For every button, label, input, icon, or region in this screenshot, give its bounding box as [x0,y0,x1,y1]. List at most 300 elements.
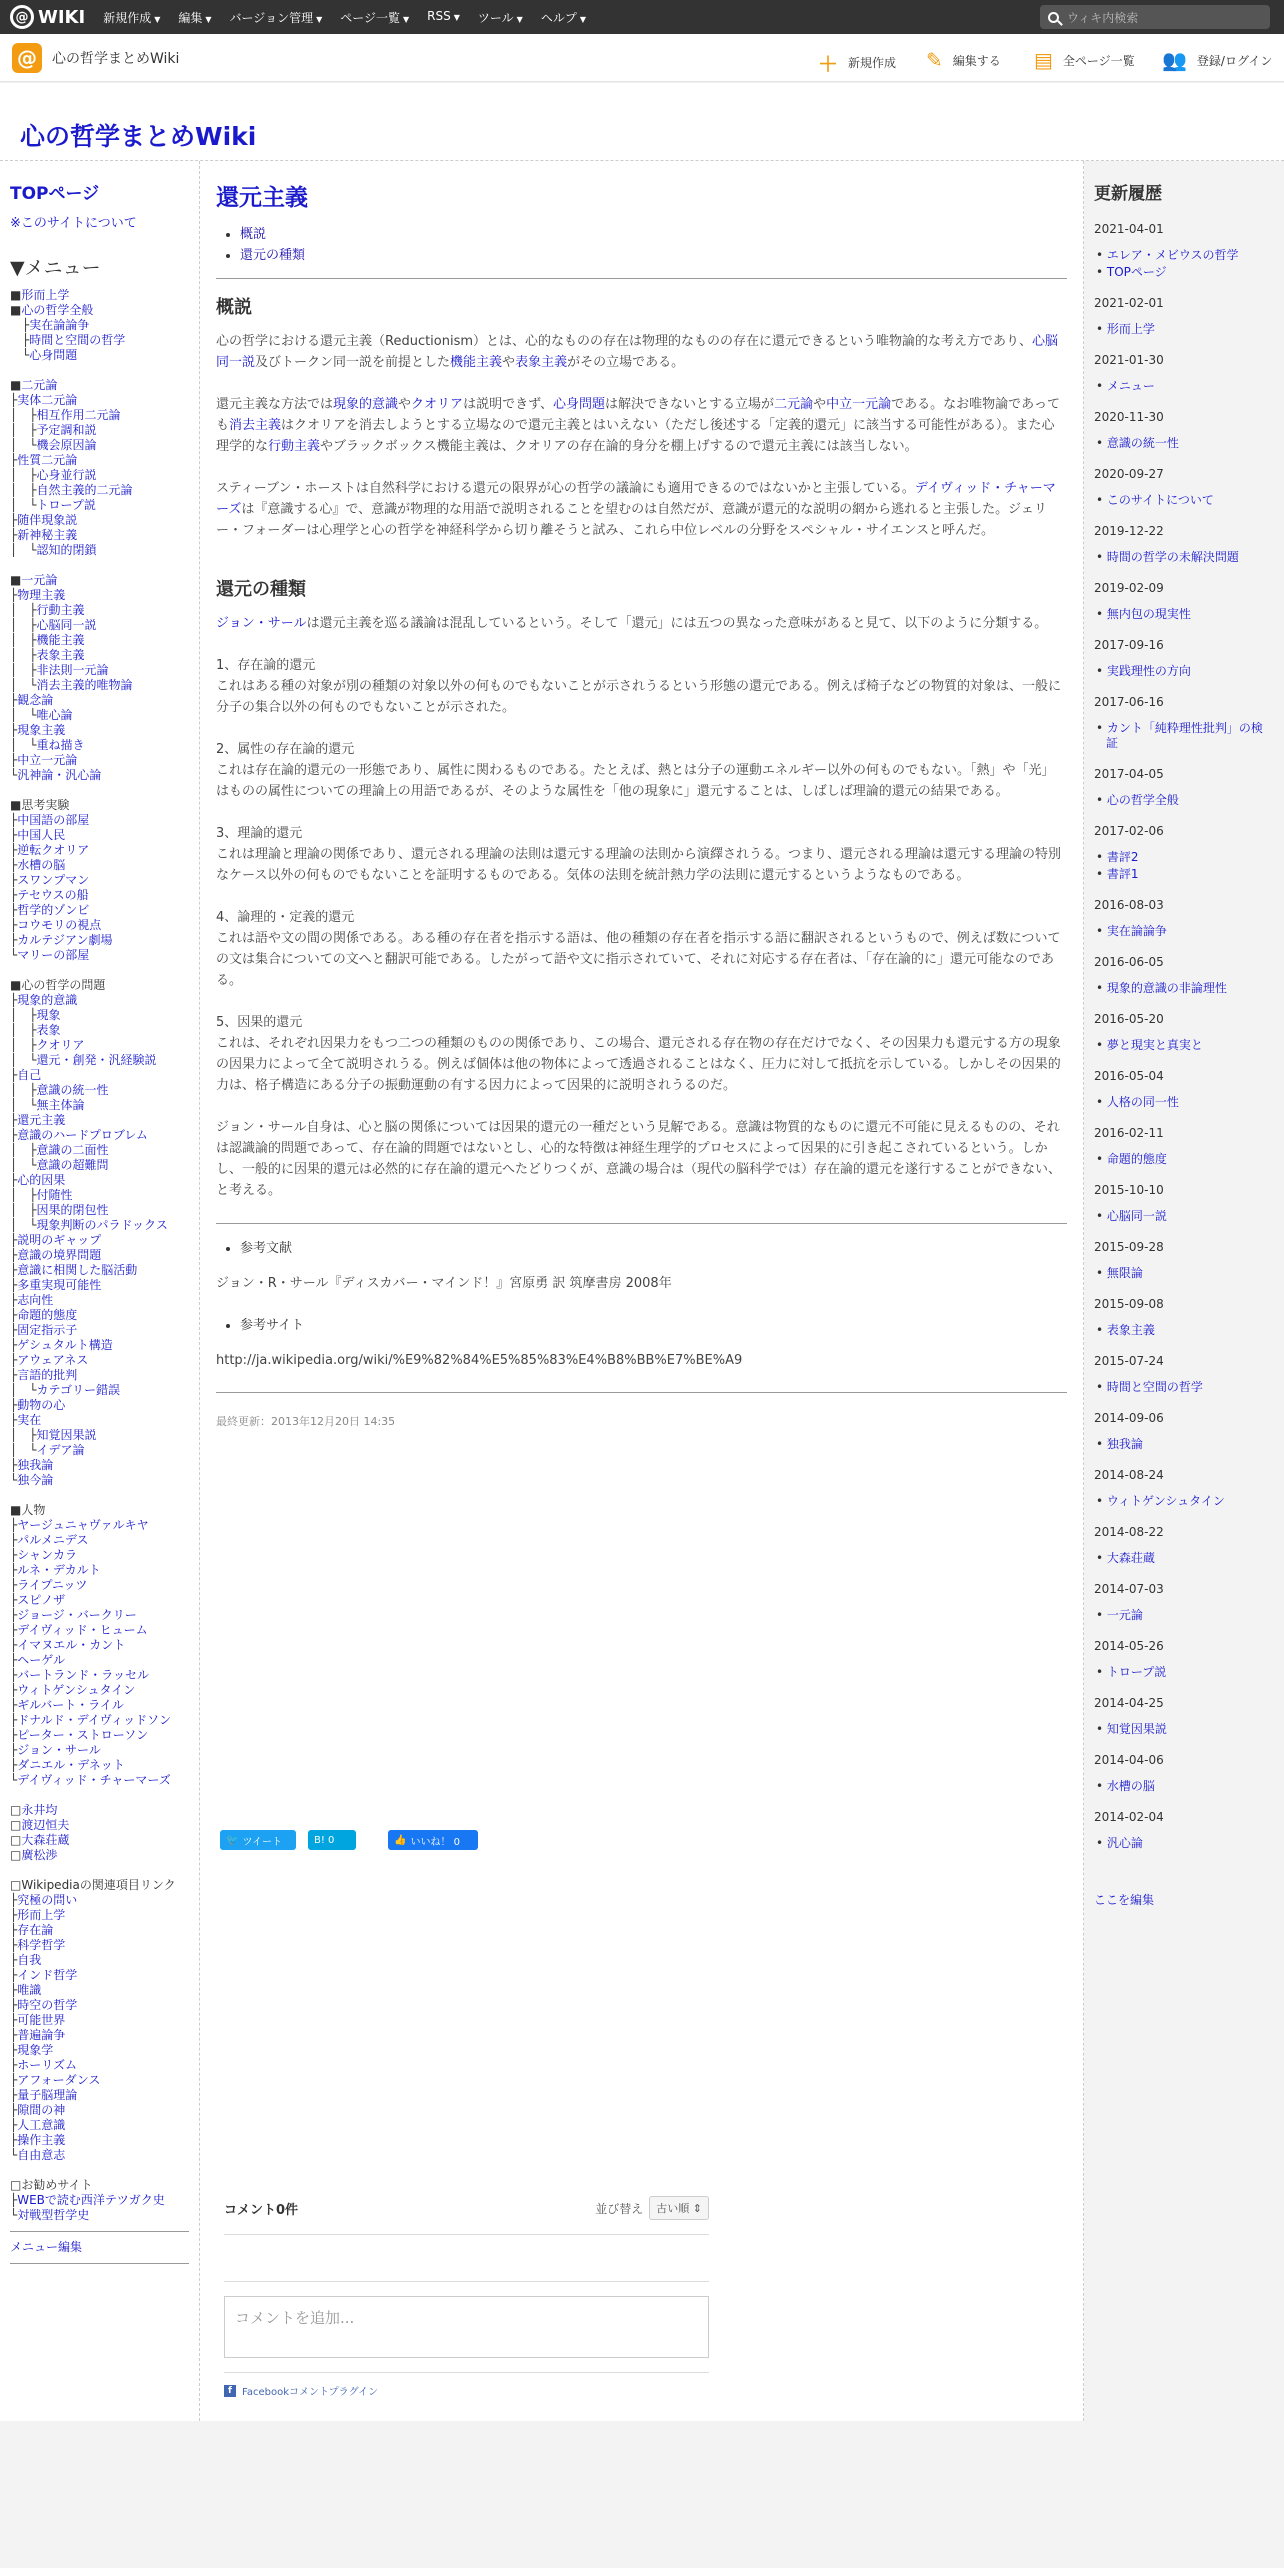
menu-item: ├存在論 [10,1923,54,1937]
pencil-icon: ✎ [926,48,943,72]
document-icon: ▤ [1034,48,1053,72]
references-heading: • 参考文献 [240,1238,1067,1259]
update-group [1094,467,1274,508]
menu-item: □廣松渉 [10,1848,58,1862]
link-neutral-monism[interactable]: 中立一元論 [826,397,892,412]
menu-item: └対戦型哲学史 [10,2208,90,2222]
update-link[interactable]: • 時間の哲学の未解決問題 [1106,550,1274,565]
update-link[interactable]: • 大森荘蔵 [1106,1551,1274,1566]
menu-item: ├ジョン・サール [10,1743,101,1757]
menu-item: │ ├行動主義 [10,603,85,617]
menu-item: ├自己 [10,1068,42,1082]
main-content [200,161,1084,2421]
menu-item: ├バートランド・ラッセル [10,1668,149,1682]
menu-item: ├インド哲学 [10,1968,78,1982]
update-link[interactable]: • カント「純粋理性批判」の検証 [1106,721,1274,751]
searle-paragraph: ジョン・サール自身は、心と脳の関係については因果的還元の一種だという見解である。意識は物質的なものに還元不可能に見えるものの、それは認識論的問題であって、存在論的問題ではないとし、心的な特徴は神経生理学的プロセスによって因果的に引き起こされているという。しかし、一般的に因果的還元は必然的に存在論的還元へたどりつくが、意識の場合は（現代の脳科学では）存在論的還元を遂行することができない、と考える。 [216,1120,1062,1198]
update-group [1094,1354,1274,1395]
menu-item: │ ├意識の二面性 [10,1143,109,1157]
update-group [1094,353,1274,394]
update-date: 2017-06-16 [1094,695,1164,709]
menu-item: □大森荘蔵 [10,1833,70,1847]
toc-link-overview[interactable]: 概説 [240,227,267,242]
divider [10,2263,189,2264]
title-band [0,83,1284,161]
menu-item: ├コウモリの視点 [10,918,102,932]
top-page-link[interactable]: TOPページ [10,184,100,204]
twitter-icon: 🐦 [226,1834,239,1846]
update-date: 2017-09-16 [1094,638,1164,652]
overview-paragraph-2: 還元主義な方法では現象的意識やクオリアは説明できず、心身問題は解決できないとする立場が二元論や中立一元論である。なお唯物論であっても消去主義はクオリアを消去しようとする立場なので還元主義とはいえない（ただし後述する「定義的還元」に該当する可能性がある）。また心理学的な行動主義やブラックボックス機能主義は、クオリアの存在論的身分を棚上げするので還元主義には該当しない。 [216,397,1060,454]
top-menu-item[interactable]: バージョン管理 ▼ [229,10,323,25]
menu-section-heading: ■心の哲学の問題 [10,978,106,992]
facebook-plugin-link[interactable]: Facebookコメントプラグイン [242,2387,379,2398]
reduction-type-3: 3、理論的還元 これは理論と理論の関係であり、還元される理論の法則は還元する理論の法則から演繹されうる。つまり、還元される理論は還元する理論の特別なケース以外の何ものでもないことを証明するものである。気体の法則を統計熱力学の法則に還元するというようなものである。 [216,826,1062,883]
update-link[interactable]: • 心の哲学全般 [1106,793,1274,808]
toc-link-types[interactable]: 還元の種類 [240,248,306,263]
update-group [1094,1411,1274,1452]
menu-item: ├実在 [10,1413,42,1427]
section-heading-overview: 概説 [216,297,252,318]
sort-select[interactable]: 古い順 ⇕ [649,2196,709,2220]
update-link[interactable]: • このサイトについて [1106,493,1274,508]
menu-item: ├逆転クオリア [10,843,90,857]
menu-item: ├科学哲学 [10,1938,66,1952]
menu-item: │ └意識の超難問 [10,1158,109,1172]
edit-button[interactable]: ✎ 編集する [926,48,1001,72]
menu-item: └独今論 [10,1473,54,1487]
menu-item: ├ピーター・ストローソン [10,1728,149,1742]
link-mind-body-problem[interactable]: 心身問題 [553,397,606,412]
update-group [1094,824,1274,882]
sort-label: 並び替え [595,2201,644,2216]
menu-item: │ └機会原因論 [10,438,97,452]
new-page-button[interactable]: ＋ 新規作成 [818,48,896,77]
menu-item: □永井均 [10,1803,58,1817]
menu-item: │ ├心脳同一説 [10,618,97,632]
update-group [1094,1810,1274,1851]
update-group [1094,524,1274,565]
menu-item: ├究極の問い [10,1893,78,1907]
users-icon: 👥 [1162,48,1187,72]
wiki-logo[interactable]: @ WIKI [10,5,85,29]
update-date: 2020-09-27 [1094,467,1164,481]
menu-item: ├形而上学 [10,1908,66,1922]
menu-item: ├ジョージ・バークリー [10,1608,137,1622]
menu-item: ├ギルバート・ライル [10,1698,124,1712]
update-link[interactable]: • 実践理性の方向 [1106,664,1274,679]
update-date: 2019-02-09 [1094,581,1164,595]
update-link[interactable]: • 実在論論争 [1106,924,1274,939]
menu-item: │ ├心身並行説 [10,468,97,482]
update-link[interactable]: • 汎心論 [1106,1836,1274,1851]
menu-item: ├時空の哲学 [10,1998,78,2012]
menu-item: ├普遍論争 [10,2028,66,2042]
menu-item: ├中立一元論 [10,753,78,767]
update-link[interactable]: • 表象主義 [1106,1323,1274,1338]
menu-item: ■二元論 [10,378,58,392]
menu-item: ├実体二元論 [10,393,78,407]
menu-item: ■形而上学 [10,288,70,302]
thumbs-up-icon: 👍 [394,1834,407,1846]
update-group [1094,296,1274,337]
menu-item: ├WEBで読む西洋テツガク史 [10,2193,165,2207]
update-link[interactable]: • 心脳同一説 [1106,1209,1274,1224]
menu-item: │ └重ね描き [10,738,85,752]
update-link[interactable]: • 夢と現実と真実と [1106,1038,1274,1053]
menu-item: │ ├表象主義 [10,648,85,662]
menu-item: ├命題的態度 [10,1308,78,1322]
menu-item: ├固定指示子 [10,1323,78,1337]
update-group [1094,638,1274,679]
menu-item: │ └現象判断のパラドックス [10,1218,168,1232]
menu-item: ├自我 [10,1953,42,1967]
divider [216,278,1067,279]
facebook-icon: f [224,2385,236,2397]
menu-heading: ▼メニュー [10,257,101,279]
login-button[interactable]: 👥 登録/ログイン [1162,48,1273,72]
last-updated: 最終更新：2013年12月20日 14:35 [216,1415,396,1428]
menu-item: ├多重実現可能性 [10,1278,102,1292]
update-date: 2019-12-22 [1094,524,1164,538]
update-group [1094,1582,1274,1623]
menu-item: │ ├知覚因果説 [10,1428,97,1442]
menu-item: ├言語的批判 [10,1368,78,1382]
update-link[interactable]: • 独我論 [1106,1437,1274,1452]
menu-item: ├時間と空間の哲学 [10,333,126,347]
update-date: 2014-08-24 [1094,1468,1164,1482]
menu-item: │ └トロープ説 [10,498,96,512]
update-date: 2014-02-04 [1094,1810,1164,1824]
menu-item: ├スピノザ [10,1593,66,1607]
link-behaviorism[interactable]: 行動主義 [268,439,321,454]
link-searle[interactable]: ジョン・サール [216,616,307,631]
update-link[interactable]: • 人格の同一性 [1106,1095,1274,1110]
menu-section-heading: □お勧めサイト [10,2178,93,2192]
menu-item: ├ドナルド・デイヴィッドソン [10,1713,172,1727]
facebook-like-button[interactable]: 👍 いいね！ 0 [388,1830,478,1850]
update-date: 2017-02-06 [1094,824,1164,838]
menu-item: ├デイヴィッド・ヒューム [10,1623,148,1637]
reduction-type-4: 4、論理的・定義的還元 これは語や文の間の関係である。ある種の存在者を指示する語は、他の種類の存在者を指示する語に翻訳されるというもので、例えば数についての文は集合についての文へと翻訳可能である。したがって語や文に指示されていて、それに対応する存在者は、「存在論的に」還元可能なのである。 [216,910,1061,988]
menu-item: ├志向性 [10,1293,54,1307]
menu-item: ├独我論 [10,1458,54,1472]
caret-down-icon: ▼ [154,14,161,24]
update-link[interactable]: • トロープ説 [1106,1665,1274,1680]
update-link[interactable]: • 知覚因果説 [1106,1722,1274,1737]
comment-count: コメント0件 [224,2202,299,2218]
update-group [1094,1525,1274,1566]
menu-item: ├シャンカラ [10,1548,77,1562]
reduction-type-2: 2、属性の存在論的還元 これは存在論的還元の一形態であり、属性に関わるものである。たとえば、熱とは分子の運動エネルギー以外の何ものでもない。「熱」や「光」はものの属性についての理論上の用語であるが、そのような属性を「他の現象に」還元することは、しばしば理論的還元の結果である。 [216,742,1055,799]
menu-item: │ ├非法則一元論 [10,663,109,677]
menu-section-heading: ■思考実験 [10,798,70,812]
left-sidebar [0,161,200,2421]
recent-updates-heading: 更新履歴 [1094,184,1162,204]
update-group [1094,898,1274,939]
update-date: 2016-05-04 [1094,1069,1164,1083]
menu-item: ├中国語の部屋 [10,813,90,827]
menu-item: │ ├意識の統一性 [10,1083,109,1097]
update-group [1094,955,1274,996]
link-qualia[interactable]: クオリア [411,397,464,412]
menu-item: └心身問題 [10,348,78,362]
menu-item: │ ├予定調和説 [10,423,97,437]
caret-down-icon: ▼ [403,14,410,24]
reference-entry: ジョン・R・サール『ディスカバー・マインド！』宮原勇 訳 筑摩書房 2008年 [216,1276,672,1291]
update-date: 2021-02-01 [1094,296,1164,310]
types-intro: ジョン・サールは還元主義を巡る議論は混乱しているという。そして「還元」には五つの異なった意味があると見て、以下のように分類する。 [216,616,1048,631]
right-sidebar [1084,161,1284,2421]
update-link[interactable]: • 形而上学 [1106,322,1274,337]
menu-item: ├唯識 [10,1983,42,1997]
menu-item: │ └消去主義的唯物論 [10,678,133,692]
search-icon [1048,12,1059,23]
update-link[interactable]: • 命題的態度 [1106,1152,1274,1167]
menu-item: ├ヘーゲル [10,1653,65,1667]
update-date: 2015-09-28 [1094,1240,1164,1254]
update-link[interactable]: • 時間と空間の哲学 [1106,1380,1274,1395]
menu-item: ■一元論 [10,573,58,587]
menu-item: │ ├付随性 [10,1188,73,1202]
menu-item: ├ダニエル・デネット [10,1758,125,1772]
update-date: 2021-04-01 [1094,222,1164,236]
menu-item: ├カルテジアン劇場 [10,933,113,947]
update-group [1094,581,1274,622]
update-group [1094,1753,1274,1794]
update-date: 2014-04-25 [1094,1696,1164,1710]
about-link[interactable]: ※このサイトについて [10,216,137,231]
link-eliminativism[interactable]: 消去主義 [229,418,282,433]
update-link[interactable]: • 意識の統一性 [1106,436,1274,451]
menu-item: └自由意志 [10,2148,66,2162]
update-group [1094,1069,1274,1110]
overview-paragraph-1: 心の哲学における還元主義（Reductionism）とは、心的なものの存在は物理的なものの存在に還元できるという唯物論的な考え方であり、心脳同一説及びトークン同一説を前提とした機能主義や表象主義がその立場である。 [216,334,1059,370]
menu-item: ├アフォーダンス [10,2073,101,2087]
hatena-bookmark-button[interactable]: B! 0 [308,1830,356,1850]
menu-item: ├ゲシュタルト構造 [10,1338,113,1352]
caret-down-icon: ▼ [453,12,460,22]
menu-item: ├スワンプマン [10,873,90,887]
update-link[interactable]: • 水槽の脳 [1106,1779,1274,1794]
menu-item: ├現象主義 [10,723,66,737]
menu-item: ├哲学的ゾンビ [10,903,90,917]
menu-item: ■心の哲学全般 [10,303,94,317]
table-of-contents [240,224,1067,266]
update-group [1094,767,1274,808]
divider [10,2231,189,2232]
menu-item: ├随伴現象説 [10,513,78,527]
update-group [1094,1696,1274,1737]
update-date: 2014-09-06 [1094,1411,1164,1425]
link-phenomenal-consciousness[interactable]: 現象的意識 [333,397,399,412]
caret-down-icon: ▼ [316,14,323,24]
menu-item: │ ├表象 [10,1023,61,1037]
site-name[interactable]: 心の哲学まとめWiki [52,50,180,67]
update-date: 2020-11-30 [1094,410,1164,424]
menu-item: │ ├因果的閉包性 [10,1203,109,1217]
update-link[interactable]: • 書評1 [1106,867,1274,882]
menu-item: ├操作主義 [10,2133,66,2147]
divider [216,1392,1067,1393]
menu-item: ├ヤージュニャヴァルキヤ [10,1518,149,1532]
menu-item: └汎神論・汎心論 [10,768,102,782]
share-bar [220,1830,490,1850]
site-logo-icon[interactable]: @ [12,43,42,73]
menu-item: ├性質二元論 [10,453,78,467]
caret-down-icon: ▼ [205,14,212,24]
menu-item: ├現象学 [10,2043,54,2057]
update-group [1094,1468,1274,1509]
menu-item: ├動物の心 [10,1398,66,1412]
menu-item: │ ├自然主義的二元論 [10,483,133,497]
update-link[interactable]: • 現象的意識の非論理性 [1106,981,1274,996]
menu-item: ├テセウスの船 [10,888,89,902]
top-menu-item[interactable]: 編集 ▼ [178,10,212,25]
reference-sites-heading: • 参考サイト [240,1315,1067,1336]
update-date: 2015-07-24 [1094,1354,1164,1368]
menu-item: │ └唯心論 [10,708,73,722]
overview-paragraph-3: スティーブン・ホーストは自然科学における還元の限界が心の哲学の議論にも適用できるのではないかと主張している。デイヴィッド・チャーマーズは『意識する心』で、意識が物理的な用語で説明されることを望むのは自然だが、意識が還元的な説明の網から逃れると主張した。ジェリー・フォーダーは心理学と心の哲学を神経科学から切り離そうと試み、これら中位レベルの分野をスペシャル・サイエンスと呼んだ。 [216,481,1056,538]
menu-item: ├実在論論争 [10,318,90,332]
menu-item: └デイヴィッド・チャーマーズ [10,1773,171,1787]
update-date: 2016-08-03 [1094,898,1164,912]
menu-item: ├量子脳理論 [10,2088,78,2102]
comment-input[interactable]: コメントを追加... [224,2296,709,2358]
update-date: 2017-04-05 [1094,767,1164,781]
recent-updates-list [1094,222,1274,1851]
menu-item: ├ホーリズム [10,2058,77,2072]
top-menu-item[interactable]: 新規作成 ▼ [103,10,161,25]
menu-tree [10,288,189,2223]
menu-item: ├ウィトゲンシュタイン [10,1683,136,1697]
site-title[interactable]: 心の哲学まとめWiki [20,122,257,151]
update-date: 2021-01-30 [1094,353,1164,367]
update-link[interactable]: • 無内包の現実性 [1106,607,1274,622]
top-menu-item[interactable]: ツール ▼ [477,10,523,25]
menu-item: │ └無主体論 [10,1098,85,1112]
menu-item: □渡辺恒夫 [10,1818,70,1832]
update-group [1094,1639,1274,1680]
menu-item: ├人工意識 [10,2118,66,2132]
tweet-button[interactable]: 🐦 ツイート [220,1830,296,1850]
update-group [1094,1183,1274,1224]
menu-section-heading: □Wikipediaの関連項目リンク [10,1878,176,1892]
wikipedia-link[interactable]: http://ja.wikipedia.org/wiki/%E9%82%84%E5%85%83%E4%B8%BB%E7%BE%A9 [216,1353,743,1368]
divider [216,1223,1067,1224]
menu-item: ├可能世界 [10,2013,66,2027]
menu-item: ├観念論 [10,693,54,707]
update-link[interactable]: • エレア・メビウスの哲学 [1106,248,1274,263]
site-header [0,34,1284,82]
menu-item: ├水槽の脳 [10,858,66,872]
menu-item: │ ├機能主義 [10,633,85,647]
edit-here-link[interactable]: ここを編集 [1094,1893,1155,1907]
references-list [240,1238,1067,1259]
update-date: 2016-02-11 [1094,1126,1164,1140]
update-link[interactable]: • 一元論 [1106,1608,1274,1623]
top-menu-item[interactable]: ページ一覧 ▼ [340,10,410,25]
update-link[interactable]: • メニュー [1106,379,1274,394]
menu-item: ├意識のハードプロブレム [10,1128,148,1142]
top-menu-item[interactable]: RSS ▼ [427,8,460,23]
menu-item: │ ├現象 [10,1008,61,1022]
menu-item: ├アウェアネス [10,1353,89,1367]
menu-item: ├イマヌエル・カント [10,1638,126,1652]
update-date: 2014-08-22 [1094,1525,1164,1539]
update-date: 2015-09-08 [1094,1297,1164,1311]
update-link[interactable]: • TOPページ [1106,265,1274,280]
menu-section-heading: ■人物 [10,1503,46,1517]
menu-item: │ └還元・創発・汎経験説 [10,1053,157,1067]
top-menu-item[interactable]: ヘルプ ▼ [540,10,586,25]
update-group [1094,410,1274,451]
update-date: 2014-05-26 [1094,1639,1164,1653]
menu-item: ├意識に相関した脳活動 [10,1263,138,1277]
caret-down-icon: ▼ [579,14,586,24]
update-group [1094,222,1274,280]
update-group [1094,1126,1274,1167]
menu-item: │ ├クオリア [10,1038,85,1052]
update-group [1094,1012,1274,1053]
menu-item: ├現象的意識 [10,993,78,1007]
divider [224,2281,709,2282]
link-functionalism[interactable]: 機能主義 [450,355,503,370]
page-title[interactable]: 還元主義 [216,185,308,211]
update-link[interactable]: • 無限論 [1106,1266,1274,1281]
at-logo-icon: @ [10,5,34,29]
caret-down-icon: ▼ [516,14,523,24]
menu-item: │ └認知的閉鎖 [10,543,97,557]
menu-item: ├物理主義 [10,588,66,602]
reference-sites-list [240,1315,1067,1336]
menu-item: ├パルメニデス [10,1533,89,1547]
menu-item: ├ルネ・デカルト [10,1563,101,1577]
update-group [1094,1240,1274,1281]
link-mind-brain-identity[interactable]: 心脳同一説 [216,334,1059,370]
update-link[interactable]: • 書評2 [1106,850,1274,865]
menu-item: │ ├相互作用二元論 [10,408,121,422]
update-date: 2016-05-20 [1094,1012,1164,1026]
menu-item: ├ライプニッツ [10,1578,88,1592]
all-pages-button[interactable]: ▤ 全ページ一覧 [1034,48,1135,72]
update-date: 2014-04-06 [1094,1753,1164,1767]
menu-item: ├中国人民 [10,828,66,842]
update-group [1094,1297,1274,1338]
reduction-type-5: 5、因果的還元 これは、それぞれ因果力をもつ二つの種類のものの関係であり、この場合、還元される存在物の存在だけでなく、その因果力も還元する方の現象の因果力によって全て説明されうる。例えば個体は他の物体によって透過されることはなく、圧力に対して抵抗を示している。しかしその因果的力は、格子構造にある分子の振動運動の有する因力によって因果的に説明されうるのだ。 [216,1015,1061,1093]
menu-item: │ └イデア論 [10,1443,85,1457]
update-link[interactable]: • ウィトゲンシュタイン [1106,1494,1274,1509]
link-chalmers[interactable]: デイヴィッド・チャーマーズ [216,481,1056,517]
update-date: 2014-07-03 [1094,1582,1164,1596]
menu-item: │ └カテゴリー錯誤 [10,1383,120,1397]
menu-item: ├新神秘主義 [10,528,78,542]
link-representationalism[interactable]: 表象主義 [515,355,568,370]
menu-edit-link[interactable]: メニュー編集 [10,2240,83,2254]
comments-section [224,2196,709,2411]
section-heading-types: 還元の種類 [216,579,306,600]
menu-item: ├隙間の神 [10,2103,66,2117]
menu-item: ├意識の境界問題 [10,1248,102,1262]
search-input[interactable]: ウィキ内検索 [1040,5,1270,29]
menu-item: ├心的因果 [10,1173,66,1187]
link-dualism[interactable]: 二元論 [774,397,814,412]
update-date: 2015-10-10 [1094,1183,1164,1197]
menu-item: └マリーの部屋 [10,948,90,962]
menu-item: ├還元主義 [10,1113,66,1127]
top-toolbar [0,0,1284,34]
reduction-type-1: 1、存在論的還元 これはある種の対象が別の種類の対象以外の何ものでもないことが示されうるという形態の還元である。例えば椅子などの物質的対象は、一般に分子の集合以外の何ものでもないことが示された。 [216,658,1062,715]
